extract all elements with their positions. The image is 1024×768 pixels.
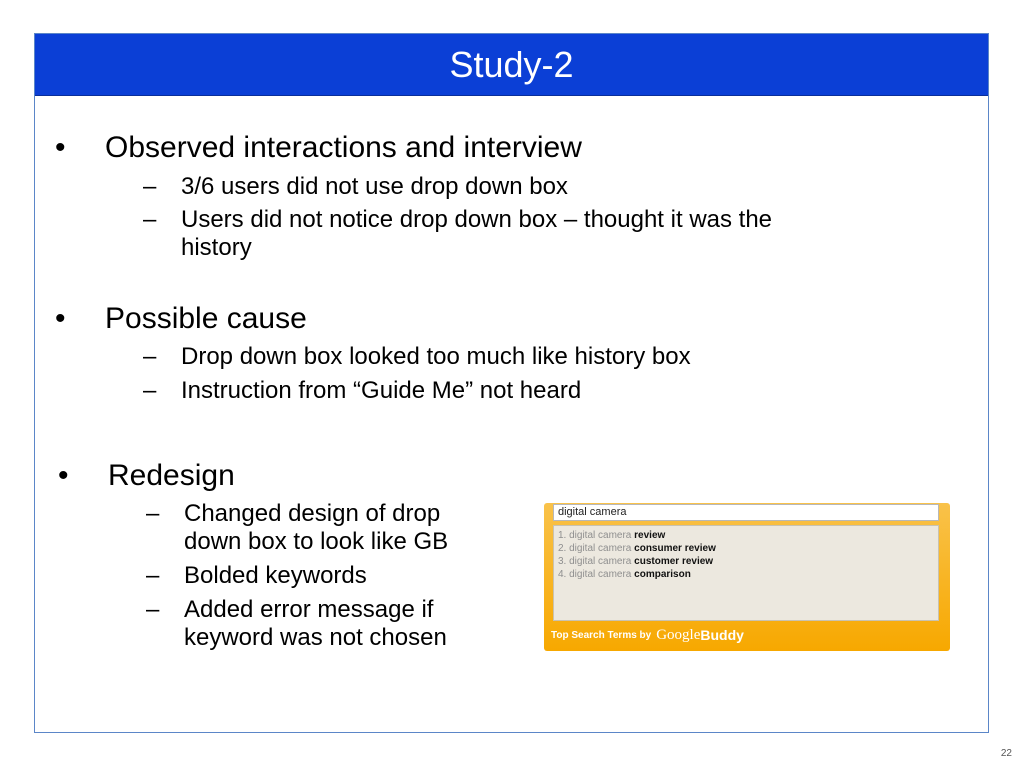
brand-google: Google [656, 626, 701, 643]
suggestion-item[interactable] [558, 529, 938, 542]
suggestion-keyword: customer review [634, 556, 714, 567]
suggestion-prefix: 1. digital camera [558, 530, 635, 541]
sub-bullet-dash: – [143, 206, 157, 233]
bullet-dot: • [58, 459, 69, 492]
page-number: 22 [1000, 748, 1012, 759]
sub-bullet-text: Changed design of drop [184, 500, 441, 527]
sub-bullet-dash: – [146, 500, 160, 527]
sub-bullet-dash: – [143, 173, 157, 200]
sub-bullet-text: Drop down box looked too much like history box [181, 343, 691, 370]
suggestion-item[interactable] [558, 555, 938, 568]
bullet-dot: • [55, 131, 66, 164]
sub-bullet-text-continued: keyword was not chosen [184, 624, 447, 651]
bullet-heading: Redesign [108, 459, 235, 492]
suggestion-keyword: comparison [634, 569, 691, 580]
bullet-heading: Observed interactions and interview [105, 131, 582, 164]
googlebuddy-widget [544, 503, 950, 651]
suggestion-list [553, 525, 939, 621]
sub-bullet-dash: – [146, 562, 160, 589]
bullet-dot: • [55, 302, 66, 335]
sub-bullet-dash: – [143, 343, 157, 370]
brand-buddy: Buddy [700, 627, 744, 643]
widget-footer [551, 625, 744, 645]
bullet-heading: Possible cause [105, 302, 307, 335]
footer-label: Top Search Terms by [551, 629, 652, 641]
sub-bullet-text-continued: history [181, 234, 252, 261]
suggestion-item[interactable] [558, 542, 938, 555]
suggestion-prefix: 2. digital camera [558, 543, 635, 554]
suggestion-keyword: review [634, 530, 666, 541]
suggestion-prefix: 3. digital camera [558, 556, 635, 567]
slide-content [35, 34, 988, 732]
slide-frame [34, 33, 989, 733]
sub-bullet-text: Bolded keywords [184, 562, 367, 589]
sub-bullet-text: 3/6 users did not use drop down box [181, 173, 568, 200]
sub-bullet-dash: – [143, 377, 157, 404]
sub-bullet-text: Instruction from “Guide Me” not heard [181, 377, 582, 404]
suggestion-prefix: 4. digital camera [558, 569, 635, 580]
suggestion-item[interactable] [558, 568, 938, 581]
sub-bullet-dash: – [146, 596, 160, 623]
search-input[interactable]: digital camera [553, 504, 939, 521]
sub-bullet-text-continued: down box to look like GB [184, 528, 449, 555]
sub-bullet-text: Users did not notice drop down box – thought it was the [181, 206, 773, 233]
sub-bullet-text: Added error message if [184, 596, 434, 623]
suggestion-keyword: consumer review [634, 543, 716, 554]
slide-title: Study-2 [449, 43, 574, 85]
